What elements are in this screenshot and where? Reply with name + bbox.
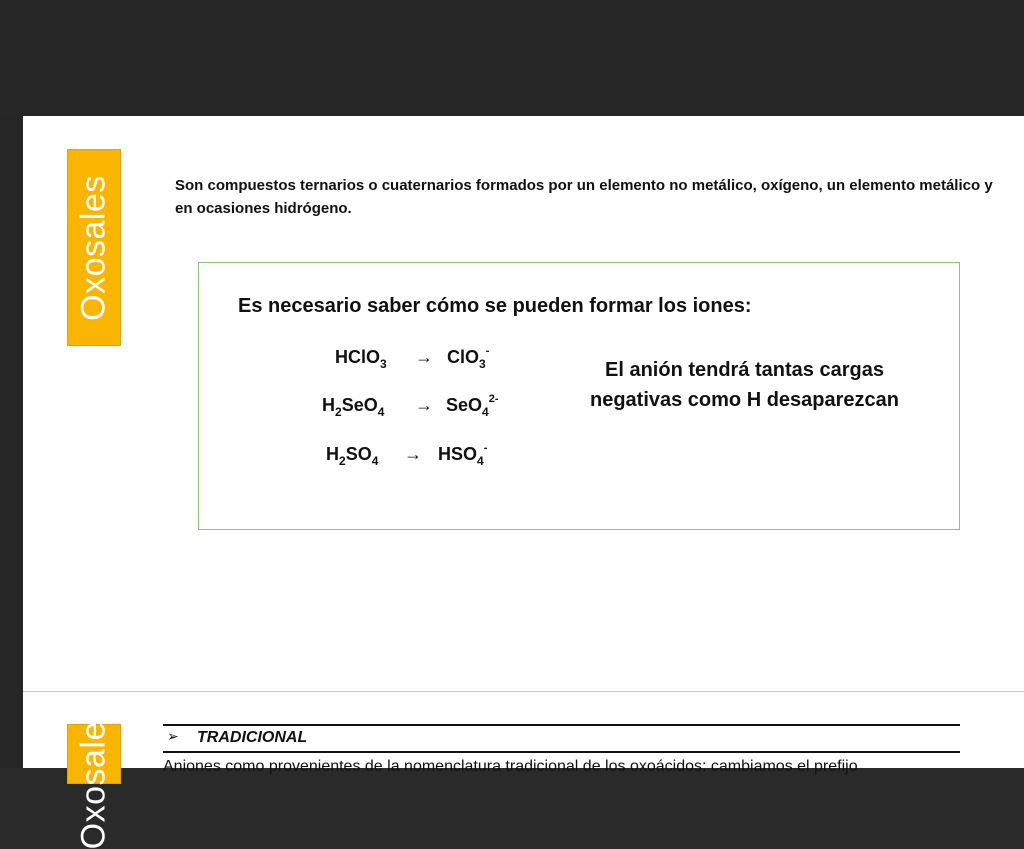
left-dark-strip: [0, 116, 23, 768]
ion-formation-box: [198, 262, 960, 530]
definition-text: Son compuestos ternarios o cuaternarios formados por un elemento no metálico, oxígeno, un elemento metálico y en ocasiones hidrógeno.: [175, 177, 993, 217]
box-title: Es necesario saber cómo se pueden formar los iones:: [238, 295, 752, 317]
equation-reactant: HClO$_3$: [335, 347, 387, 371]
section-tab-label: Oxosales: [74, 174, 113, 321]
slide-nomenclature: [23, 692, 1024, 849]
heading-rule-top: [163, 724, 960, 726]
arrow-right-icon: →: [415, 395, 433, 415]
section-tab-label: Oxosales: [74, 703, 113, 849]
equation-ion: ClO$_3$-: [447, 345, 490, 371]
equation-reactant: $H_2SeO_4$: [322, 395, 385, 419]
top-dark-band: [0, 0, 1024, 116]
charge-rule-note: El anión tendrá tantas cargas negativas como H desaparezcan: [589, 359, 899, 411]
section-heading: TRADICIONAL: [197, 729, 308, 746]
equation-ion: $HSO_4^-$: [438, 442, 488, 468]
section-tab: [67, 703, 121, 849]
arrow-right-icon: →: [404, 444, 422, 464]
slide-oxosales-definition: [23, 116, 1024, 691]
arrow-right-icon: →: [415, 347, 433, 367]
heading-rule-bottom: [163, 751, 960, 753]
equation-reactant: $H_2SO_4$: [326, 444, 379, 468]
section-tab: [67, 149, 121, 346]
nomenclature-text: Aniones como provenientes de la nomenclatura tradicional de los oxoácidos: cambiamos el prefijo: [163, 758, 858, 775]
equation-ion: SeO$_4^{2-}$: [446, 393, 499, 419]
arrow-bullet-icon: ➢: [167, 728, 179, 744]
